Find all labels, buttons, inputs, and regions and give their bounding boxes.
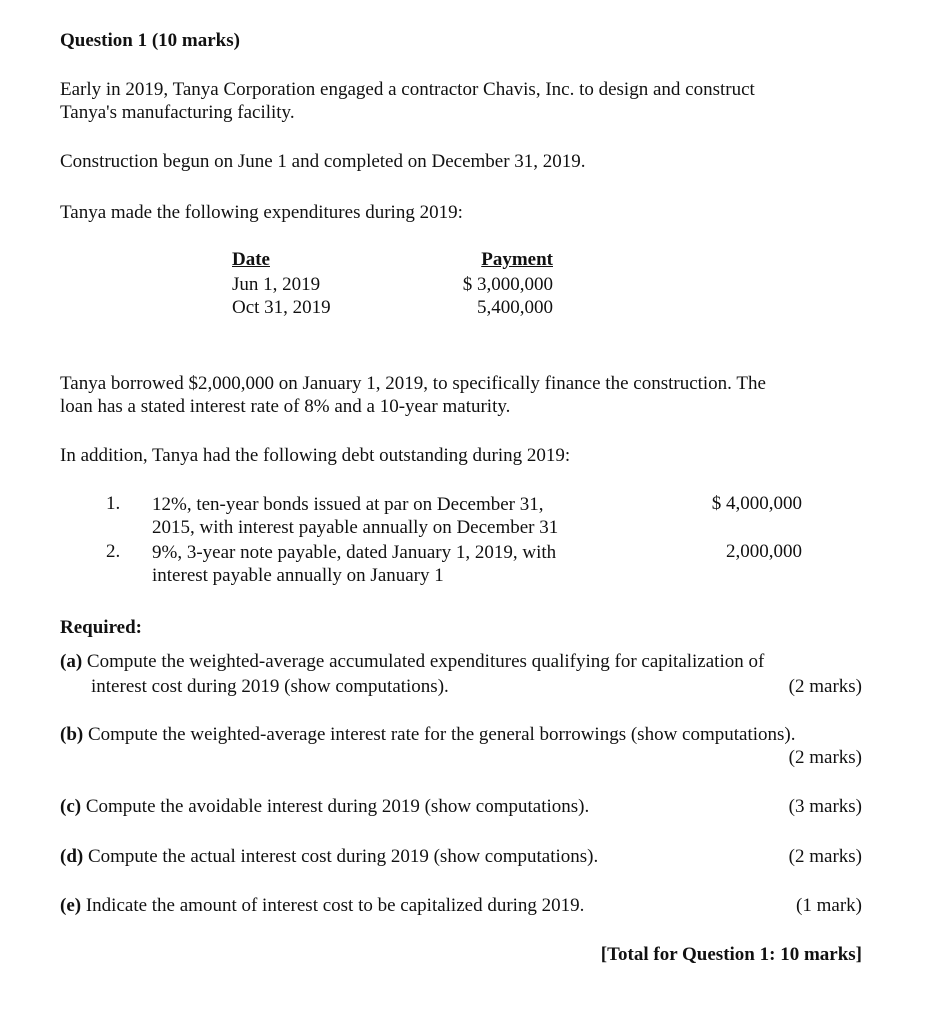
- debt-item-1-line-1: 12%, ten-year bonds issued at par on December 31,: [152, 494, 544, 515]
- intro-line-1: Early in 2019, Tanya Corporation engaged a contractor Chavis, Inc. to design and construct: [60, 79, 755, 100]
- required-b-line: [60, 724, 796, 746]
- question-title: Question 1 (10 marks): [60, 30, 240, 51]
- total-marks: [Total for Question 1: 10 marks]: [600, 944, 862, 965]
- debt-item-2-line-1: 9%, 3-year note payable, dated January 1, 2019, with: [152, 542, 557, 563]
- loan-paragraph: [60, 372, 766, 418]
- required-c-line: [60, 796, 589, 818]
- required-heading: Required:: [60, 617, 142, 638]
- required-d-line: [60, 846, 598, 868]
- required-a-text: Compute the weighted-average accumulated expenditures qualifying for capitalization of: [82, 651, 765, 672]
- required-a-marks: (2 marks): [788, 676, 862, 697]
- loan-line-2: loan has a stated interest rate of 8% and a 10-year maturity.: [60, 396, 511, 417]
- debt-item-2-amount: 2,000,000: [726, 541, 802, 562]
- required-d-marks: (2 marks): [788, 846, 862, 867]
- required-c-label: (c): [60, 796, 82, 817]
- expenditure-date-2: Oct 31, 2019: [232, 297, 331, 318]
- required-b-text: Compute the weighted-average interest rate for the general borrowings (show computations).: [83, 724, 796, 745]
- intro-paragraph: [60, 78, 755, 124]
- expenditure-payment-2: 5,400,000: [477, 297, 553, 318]
- required-b-marks: (2 marks): [788, 747, 862, 768]
- date-header: Date: [232, 249, 270, 270]
- required-e-marks: (1 mark): [796, 895, 862, 916]
- debt-item-1-line-2: 2015, with interest payable annually on December 31: [152, 517, 559, 538]
- construction-text: Construction begun on June 1 and completed on December 31, 2019.: [60, 151, 586, 172]
- required-d-label: (d): [60, 846, 84, 867]
- debt-item-2-text: [152, 541, 556, 587]
- debt-intro: In addition, Tanya had the following debt outstanding during 2019:: [60, 445, 571, 466]
- expenditure-payment-1: $ 3,000,000: [462, 274, 553, 295]
- debt-item-1-number: 1.: [106, 493, 121, 514]
- debt-item-2-line-2: interest payable annually on January 1: [152, 565, 444, 586]
- required-a-line-2: interest cost during 2019 (show computations).: [91, 676, 449, 697]
- required-e-label: (e): [60, 895, 82, 916]
- required-e-text: Indicate the amount of interest cost to be capitalized during 2019.: [81, 895, 585, 916]
- required-c-marks: (3 marks): [788, 796, 862, 817]
- debt-item-1-text: [152, 493, 558, 539]
- expenditures-intro: Tanya made the following expenditures during 2019:: [60, 202, 463, 223]
- required-b-label: (b): [60, 724, 84, 745]
- debt-item-1-amount: $ 4,000,000: [711, 493, 802, 514]
- required-c-text: Compute the avoidable interest during 2019 (show computations).: [81, 796, 590, 817]
- required-d-text: Compute the actual interest cost during 2019 (show computations).: [83, 846, 599, 867]
- required-e-line: [60, 895, 584, 917]
- payment-header: Payment: [481, 249, 553, 270]
- debt-item-2-number: 2.: [106, 541, 121, 562]
- loan-line-1: Tanya borrowed $2,000,000 on January 1, 2019, to specifically finance the construction. The: [60, 373, 766, 394]
- required-a-line-1: [60, 651, 764, 673]
- required-a-label: (a): [60, 651, 83, 672]
- expenditure-date-1: Jun 1, 2019: [232, 274, 321, 295]
- intro-line-2: Tanya's manufacturing facility.: [60, 102, 295, 123]
